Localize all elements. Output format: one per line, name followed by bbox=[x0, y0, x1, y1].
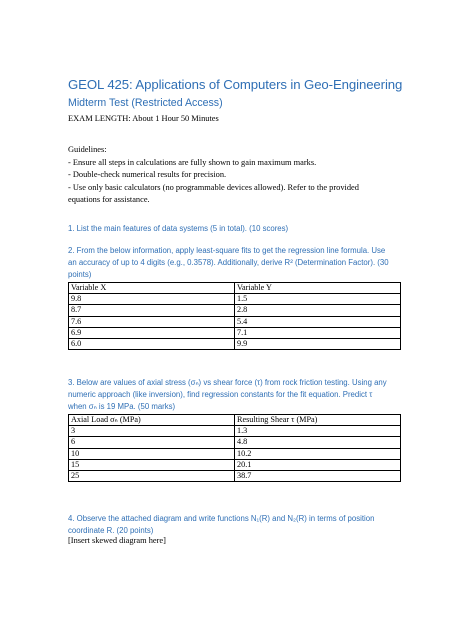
header-cell: Variable X bbox=[69, 283, 235, 294]
question-4-line: coordinate R. (20 points) bbox=[68, 526, 154, 535]
table-row bbox=[69, 426, 401, 437]
header-cell: Axial Load σₙ (MPa) bbox=[69, 415, 235, 426]
header-cell: Resulting Shear τ (MPa) bbox=[235, 415, 401, 426]
question-4-line: 4. Observe the attached diagram and write functions N₁(R) and N₂(R) in terms of position bbox=[68, 514, 375, 523]
question-1 bbox=[68, 223, 413, 235]
table-row bbox=[69, 294, 401, 305]
table-cell: 38.7 bbox=[235, 471, 401, 482]
diagram-placeholder: [Insert skewed diagram here] bbox=[68, 536, 166, 545]
header-cell: Variable Y bbox=[235, 283, 401, 294]
table-row bbox=[69, 459, 401, 470]
table-cell: 1.3 bbox=[235, 426, 401, 437]
table-cell: 6.0 bbox=[69, 339, 235, 350]
question-3 bbox=[68, 377, 413, 413]
table-header-row bbox=[69, 283, 401, 294]
guideline-line: - Double-check numerical results for precision. bbox=[68, 170, 227, 179]
table-row bbox=[69, 471, 401, 482]
table-row bbox=[69, 437, 401, 448]
table-cell: 3 bbox=[69, 426, 235, 437]
table-row bbox=[69, 327, 401, 338]
table-cell: 7.6 bbox=[69, 316, 235, 327]
table-cell: 9.9 bbox=[235, 339, 401, 350]
guidelines bbox=[68, 144, 418, 207]
table-cell: 7.1 bbox=[235, 327, 401, 338]
table-cell: 6 bbox=[69, 437, 235, 448]
table-cell: 5.4 bbox=[235, 316, 401, 327]
page-subtitle: Midterm Test (Restricted Access) bbox=[68, 97, 223, 109]
page-title: GEOL 425: Applications of Computers in Geo-Engineering bbox=[68, 77, 403, 92]
guideline-line: - Use only basic calculators (no programmable devices allowed). Refer to the provided bbox=[68, 182, 359, 192]
exam-length: EXAM LENGTH: About 1 Hour 50 Minutes bbox=[68, 114, 219, 123]
table-header-row bbox=[69, 415, 401, 426]
table-row bbox=[69, 339, 401, 350]
guidelines-heading: Guidelines: bbox=[68, 145, 107, 154]
question-3-line: 3. Below are values of axial stress (σₙ) vs shear force (τ) from rock friction testing. Using any bbox=[68, 378, 387, 387]
table-cell: 25 bbox=[69, 471, 235, 482]
regression-table bbox=[68, 282, 401, 350]
question-4 bbox=[68, 513, 413, 537]
table-cell: 6.9 bbox=[69, 327, 235, 338]
guideline-line: equations for assistance. bbox=[68, 195, 150, 204]
guideline-line: - Ensure all steps in calculations are fully shown to gain maximum marks. bbox=[68, 157, 317, 167]
table-row bbox=[69, 305, 401, 316]
table-cell: 10 bbox=[69, 448, 235, 459]
table-cell: 20.1 bbox=[235, 459, 401, 470]
table-cell: 15 bbox=[69, 459, 235, 470]
table-cell: 1.5 bbox=[235, 294, 401, 305]
question-2-line: 2. From the below information, apply least-square fits to get the regression line formula. Use bbox=[68, 246, 386, 255]
question-1-line: 1. List the main features of data systems (5 in total). (10 scores) bbox=[68, 224, 289, 233]
table-row bbox=[69, 316, 401, 327]
table-cell: 4.8 bbox=[235, 437, 401, 448]
table-cell: 10.2 bbox=[235, 448, 401, 459]
table-cell: 2.8 bbox=[235, 305, 401, 316]
stress-table bbox=[68, 414, 401, 482]
question-2 bbox=[68, 245, 413, 281]
question-2-line: points) bbox=[68, 270, 92, 279]
question-2-line: an accuracy of up to 4 digits (e.g., 0.3578). Additionally, derive R² (Determination Factor). (30 bbox=[68, 258, 389, 267]
table-row bbox=[69, 448, 401, 459]
question-3-line: numeric approach (like inversion), find regression constants for the fit equation. Predict τ bbox=[68, 390, 373, 399]
table-cell: 8.7 bbox=[69, 305, 235, 316]
question-3-line: when σₙ is 19 MPa. (50 marks) bbox=[68, 402, 176, 411]
table-cell: 9.8 bbox=[69, 294, 235, 305]
